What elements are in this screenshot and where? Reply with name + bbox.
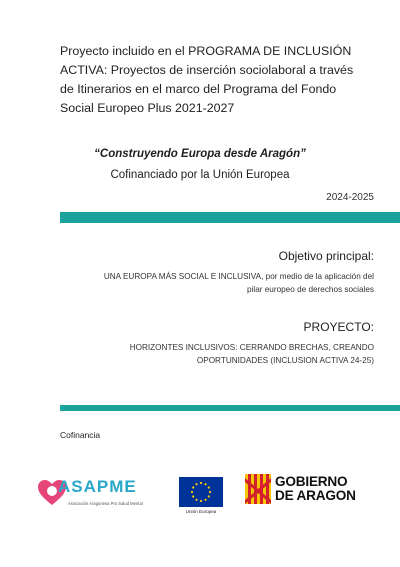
eu-star-icon — [204, 499, 206, 501]
eu-star-icon — [208, 486, 210, 488]
bottom-teal-bar — [60, 405, 400, 411]
asapme-logo — [36, 474, 156, 516]
project-line-1: HORIZONTES INCLUSIVOS: CERRANDO BRECHAS, CREANDO — [129, 343, 374, 352]
eu-star-icon — [192, 495, 194, 497]
project-line-2: OPORTUNIDADES (INCLUSION ACTIVA 24-25) — [196, 355, 374, 365]
eu-logo — [179, 477, 223, 517]
eu-star-icon — [200, 500, 202, 502]
intro-line-1: Proyecto incluido en el PROGRAMA DE INCLUSIÓN — [60, 44, 352, 58]
eu-star-icon — [204, 483, 206, 485]
gobierno-aragon-logo — [245, 474, 375, 506]
aragon-emblem-icon — [245, 474, 271, 504]
objective-text — [84, 271, 374, 296]
intro-line-4: Social Europeo Plus 2021-2027 — [60, 101, 235, 115]
eu-label: Unión Europea — [185, 509, 217, 514]
eu-star-icon — [195, 483, 197, 485]
ga-line-1: GOBIERNO — [275, 474, 348, 489]
project-text — [84, 342, 374, 367]
cofinancia-label: Cofinancia — [60, 430, 101, 440]
objective-line-1: UNA EUROPA MÁS SOCIAL E INCLUSIVA, por medio de la aplicación del — [103, 272, 374, 281]
ga-line-2: DE ARAGON — [275, 488, 356, 503]
objective-line-2: pilar europeo de derechos sociales — [247, 284, 374, 294]
cofinanced-text: Cofinanciado por la Unión Europea — [110, 169, 290, 181]
project-heading: PROYECTO: — [303, 320, 374, 334]
asapme-wordmark: ASAPME — [58, 477, 137, 496]
asapme-subtitle: Asociación Aragonesa Pro Salud Mental — [68, 501, 143, 506]
eu-flag-icon — [179, 477, 223, 507]
eu-star-icon — [200, 482, 202, 484]
years-label: 2024-2025 — [326, 192, 374, 203]
intro-line-3: de Itinerarios en el marco del Programa del Fondo — [60, 82, 337, 96]
eu-star-icon — [191, 491, 193, 493]
intro-line-2: ACTIVA: Proyectos de inserción sociolaboral a través — [60, 63, 354, 77]
eu-star-icon — [208, 495, 210, 497]
top-teal-bar — [60, 212, 400, 223]
objective-heading: Objetivo principal: — [278, 249, 374, 263]
campaign-slogan: “Construyendo Europa desde Aragón” — [94, 148, 306, 160]
eu-star-icon — [195, 499, 197, 501]
gobierno-aragon-wordmark — [275, 475, 356, 503]
eu-star-icon — [192, 486, 194, 488]
intro-paragraph — [60, 42, 390, 118]
eu-star-icon — [209, 491, 211, 493]
